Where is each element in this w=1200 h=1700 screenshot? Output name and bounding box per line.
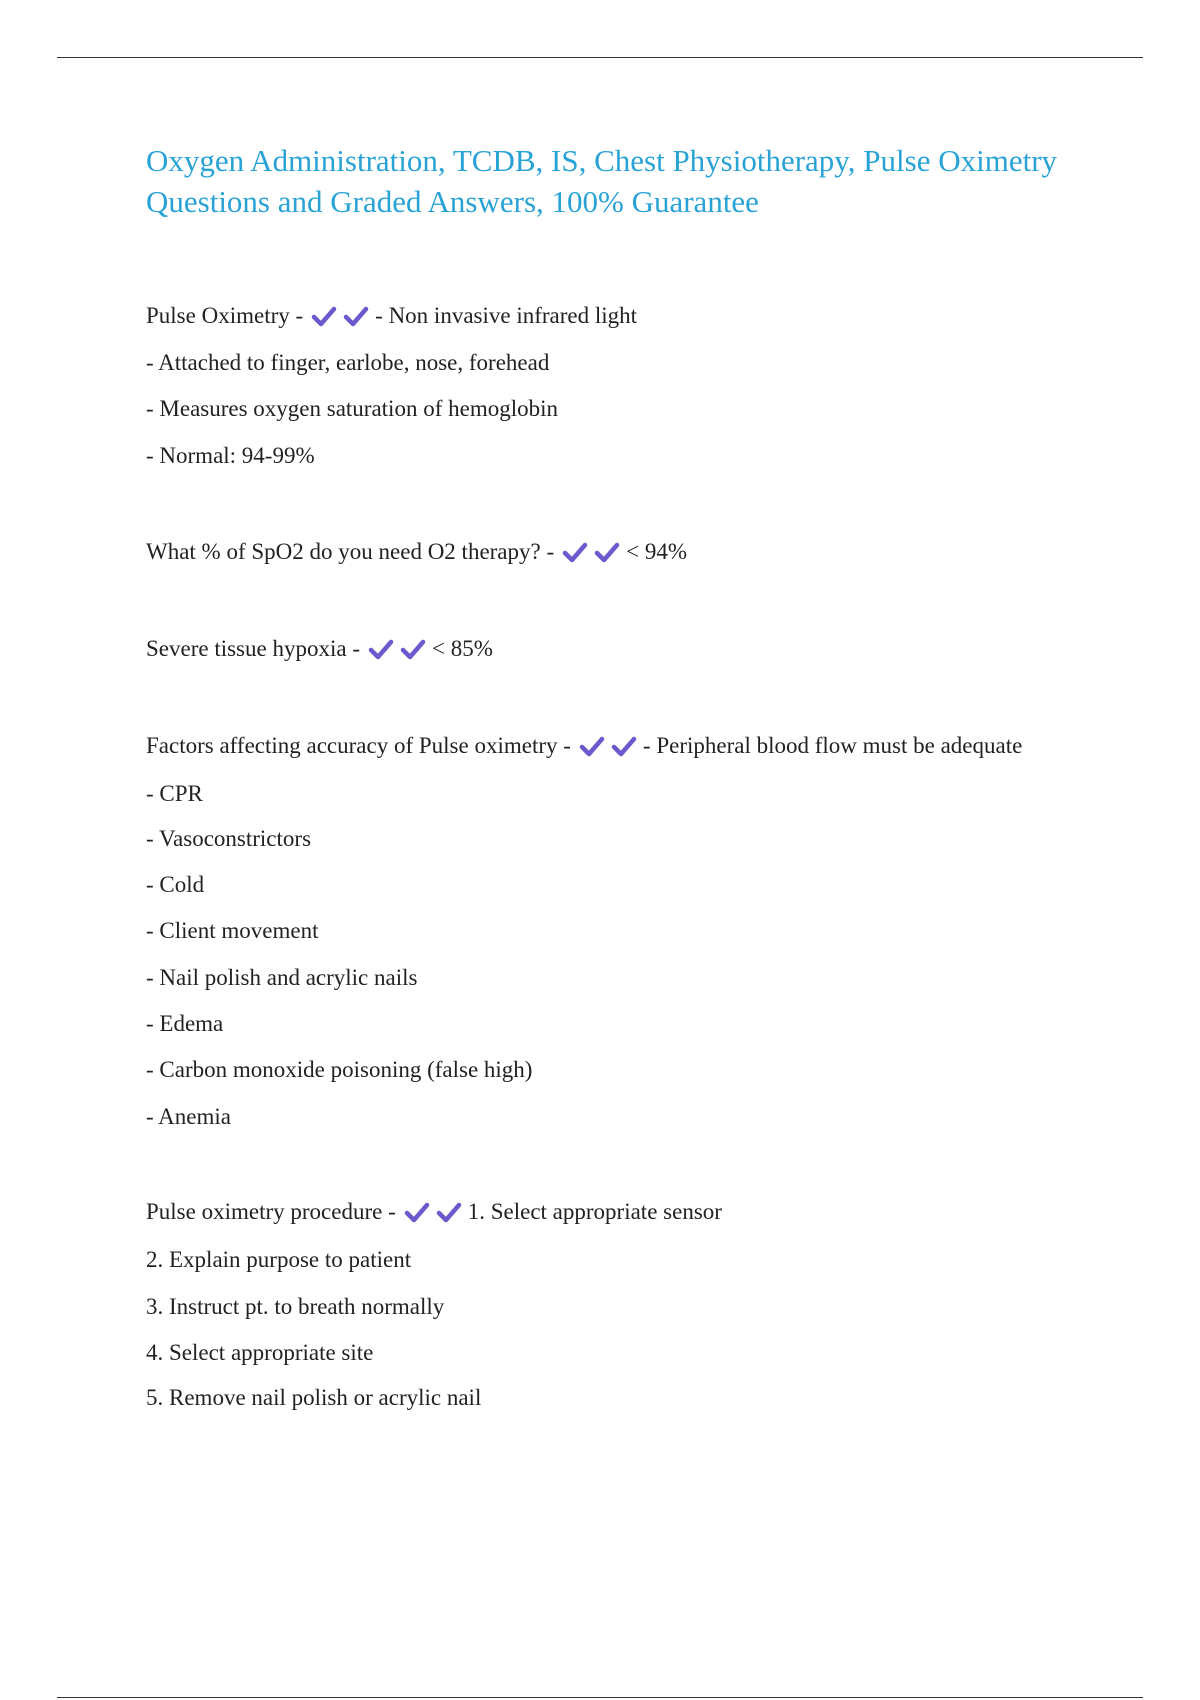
answer-line: - Vasoconstrictors — [146, 826, 312, 851]
answer-line: - Carbon monoxide poisoning (false high) — [146, 1057, 533, 1082]
qa-question-line — [146, 301, 637, 331]
answer-line: 5. Remove nail polish or acrylic nail — [146, 1385, 482, 1410]
answer-line: - Nail polish and acrylic nails — [146, 965, 418, 990]
answer-line: - Attached to finger, earlobe, nose, forehead — [146, 350, 550, 375]
answer-line: - Edema — [146, 1011, 224, 1036]
qa-question-line — [146, 537, 687, 567]
answer-line: - Cold — [146, 872, 205, 897]
answer-line: 2. Explain purpose to patient — [146, 1247, 412, 1272]
answer-line: - Client movement — [146, 918, 319, 943]
answer-text: < 94% — [626, 539, 688, 564]
answer-line: - Measures oxygen saturation of hemoglobin — [146, 396, 558, 421]
top-divider — [57, 57, 1143, 58]
answer-line: 3. Instruct pt. to breath normally — [146, 1294, 445, 1319]
answer-line: 4. Select appropriate site — [146, 1340, 374, 1365]
answer-line: - Normal: 94-99% — [146, 443, 315, 468]
question-text: What % of SpO2 do you need O2 therapy? - — [146, 539, 555, 564]
double-checkmark-icon — [579, 735, 637, 757]
answer-text: < 85% — [431, 636, 493, 661]
qa-question-line — [146, 634, 493, 664]
double-checkmark-icon — [368, 638, 426, 660]
answer-line: - CPR — [146, 781, 203, 806]
question-text: Factors affecting accuracy of Pulse oximetry - — [146, 733, 571, 758]
bottom-divider — [57, 1697, 1143, 1698]
answer-text: - Peripheral blood flow must be adequate — [642, 733, 1023, 758]
double-checkmark-icon — [404, 1201, 462, 1223]
answer-text: 1. Select appropriate sensor — [467, 1199, 722, 1224]
double-checkmark-icon — [311, 305, 369, 327]
question-text: Severe tissue hypoxia - — [146, 636, 360, 661]
qa-question-line — [146, 1197, 722, 1227]
question-text: Pulse oximetry procedure - — [146, 1199, 396, 1224]
double-checkmark-icon — [562, 541, 620, 563]
qa-question-line — [146, 731, 1022, 761]
document-title: Oxygen Administration, TCDB, IS, Chest Physiotherapy, Pulse Oximetry Questions and Graded Answers, 100% Guarantee — [146, 143, 1058, 219]
question-text: Pulse Oximetry - — [146, 303, 304, 328]
answer-line: - Anemia — [146, 1104, 231, 1129]
answer-text: - Non invasive infrared light — [375, 303, 638, 328]
